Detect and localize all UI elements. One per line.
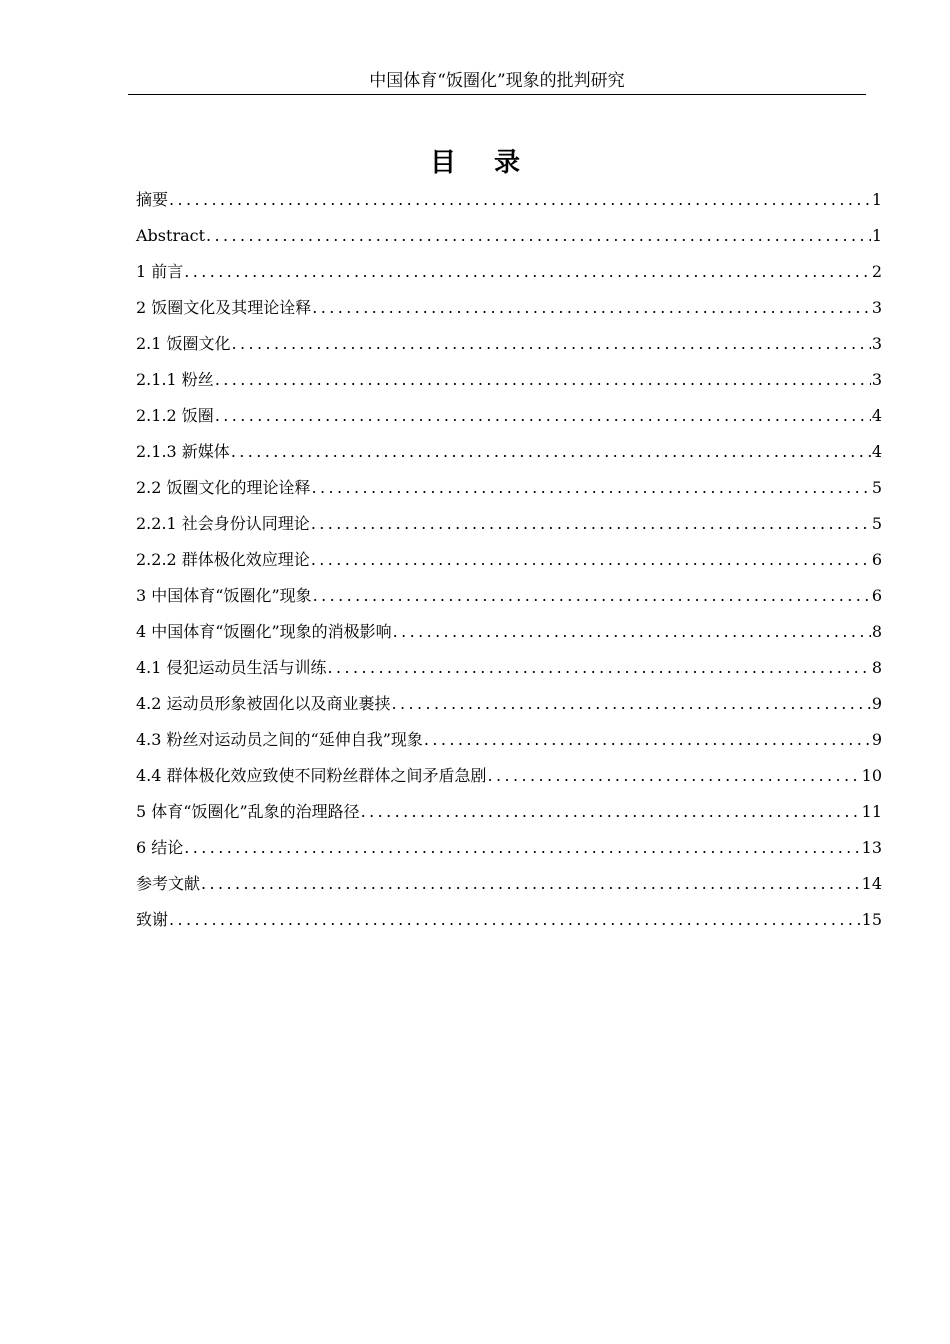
- toc-dot-leader: [215, 398, 871, 434]
- toc-entry-page: 6: [871, 550, 882, 569]
- toc-entry-page: 3: [871, 334, 882, 353]
- toc-list: [136, 182, 882, 938]
- toc-entry-label: 2.2 饭圈文化的理论诠释: [136, 478, 311, 497]
- toc-entry-page: 15: [861, 910, 882, 929]
- toc-entry-label: 致谢: [136, 910, 169, 929]
- toc-entry-page: 5: [871, 514, 882, 533]
- toc-entry-label: 参考文献: [136, 874, 201, 893]
- toc-entry[interactable]: [136, 902, 882, 938]
- toc-entry[interactable]: [136, 398, 882, 434]
- toc-entry-page: 8: [871, 658, 882, 677]
- toc-entry[interactable]: [136, 506, 882, 542]
- toc-entry[interactable]: [136, 758, 882, 794]
- toc-entry-page: 4: [871, 442, 882, 461]
- toc-entry-label: 4.1 侵犯运动员生活与训练: [136, 658, 327, 677]
- toc-entry-label: 2 饭圈文化及其理论诠释: [136, 298, 312, 317]
- toc-entry[interactable]: [136, 866, 882, 902]
- toc-entry-page: 11: [861, 802, 882, 821]
- toc-dot-leader: [312, 290, 871, 326]
- toc-entry-page: 3: [871, 298, 882, 317]
- toc-dot-leader: [184, 830, 860, 866]
- toc-entry[interactable]: [136, 326, 882, 362]
- toc-entry[interactable]: [136, 290, 882, 326]
- toc-dot-leader: [169, 182, 871, 218]
- toc-dot-leader: [313, 578, 871, 614]
- toc-dot-leader: [393, 614, 871, 650]
- running-header: [128, 68, 866, 95]
- toc-dot-leader: [311, 506, 871, 542]
- toc-entry-page: 9: [871, 694, 882, 713]
- toc-entry-label: 摘要: [136, 190, 169, 209]
- toc-dot-leader: [328, 650, 871, 686]
- toc-entry-label: 4.4 群体极化效应致使不同粉丝群体之间矛盾急剧: [136, 766, 487, 785]
- toc-entry-page: 13: [861, 838, 882, 857]
- toc-dot-leader: [206, 218, 871, 254]
- toc-entry[interactable]: [136, 794, 882, 830]
- toc-dot-leader: [169, 902, 861, 938]
- toc-entry[interactable]: [136, 830, 882, 866]
- toc-entry[interactable]: [136, 542, 882, 578]
- toc-entry[interactable]: [136, 650, 882, 686]
- toc-dot-leader: [215, 362, 871, 398]
- toc-entry[interactable]: [136, 686, 882, 722]
- toc-entry-page: 14: [861, 874, 882, 893]
- toc-entry-label: 6 结论: [136, 838, 184, 857]
- toc-entry-label: 4 中国体育“饭圈化”现象的消极影响: [136, 622, 392, 641]
- toc-entry-page: 4: [871, 406, 882, 425]
- toc-entry[interactable]: [136, 362, 882, 398]
- toc-dot-leader: [184, 254, 871, 290]
- toc-dot-leader: [311, 542, 871, 578]
- toc-entry-page: 9: [871, 730, 882, 749]
- toc-entry-page: 1: [871, 226, 882, 245]
- toc-dot-leader: [392, 686, 871, 722]
- toc-dot-leader: [312, 470, 871, 506]
- toc-entry-page: 10: [861, 766, 882, 785]
- toc-title: 目录: [429, 148, 558, 178]
- toc-entry-page: 6: [871, 586, 882, 605]
- toc-dot-leader: [424, 722, 871, 758]
- toc-entry-label: 1 前言: [136, 262, 184, 281]
- toc-entry-page: 1: [871, 190, 882, 209]
- toc-entry[interactable]: [136, 614, 882, 650]
- toc-entry[interactable]: [136, 722, 882, 758]
- toc-entry[interactable]: [136, 470, 882, 506]
- toc-entry-label: 2.1.1 粉丝: [136, 370, 214, 389]
- toc-entry-label: 2.1 饭圈文化: [136, 334, 231, 353]
- toc-entry[interactable]: [136, 578, 882, 614]
- toc-entry-label: 4.2 运动员形象被固化以及商业裹挟: [136, 694, 391, 713]
- toc-entry-label: 5 体育“饭圈化”乱象的治理路径: [136, 802, 360, 821]
- toc-entry[interactable]: [136, 182, 882, 218]
- toc-entry[interactable]: [136, 434, 882, 470]
- toc-dot-leader: [488, 758, 861, 794]
- toc-dot-leader: [231, 434, 871, 470]
- toc-entry-page: 2: [871, 262, 882, 281]
- toc-entry-label: 2.1.3 新媒体: [136, 442, 230, 461]
- toc-dot-leader: [361, 794, 861, 830]
- toc-entry-page: 5: [871, 478, 882, 497]
- toc-entry[interactable]: [136, 218, 882, 254]
- toc-entry-label: 3 中国体育“饭圈化”现象: [136, 586, 312, 605]
- toc-entry-page: 8: [871, 622, 882, 641]
- running-header-title: 中国体育“饭圈化”现象的批判研究: [369, 71, 625, 91]
- toc-entry-label: 2.1.2 饭圈: [136, 406, 214, 425]
- toc-entry-label: 2.2.2 群体极化效应理论: [136, 550, 310, 569]
- toc-entry-label: 4.3 粉丝对运动员之间的“延伸自我”现象: [136, 730, 423, 749]
- toc-entry[interactable]: [136, 254, 882, 290]
- toc-entry-page: 3: [871, 370, 882, 389]
- toc-entry-label: Abstract: [136, 226, 206, 245]
- toc-dot-leader: [201, 866, 861, 902]
- toc-entry-label: 2.2.1 社会身份认同理论: [136, 514, 310, 533]
- toc-dot-leader: [232, 326, 871, 362]
